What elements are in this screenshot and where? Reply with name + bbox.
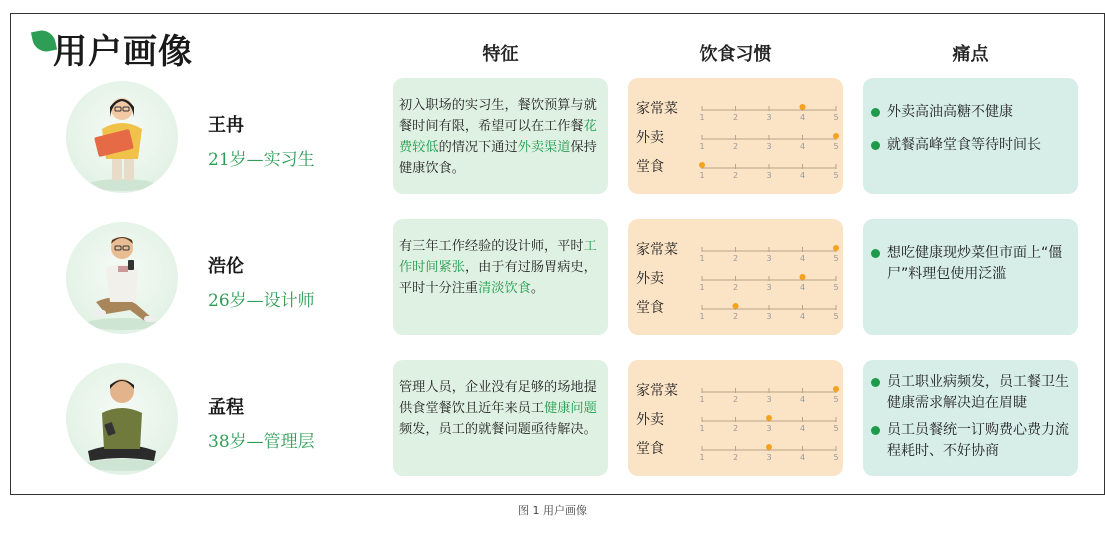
- feature-card: [393, 78, 608, 194]
- scale-tick-label: 2: [732, 453, 739, 462]
- feature-text: 的情况下通过: [438, 140, 518, 155]
- pain-point: [871, 372, 1070, 414]
- bullet-dot-icon: [871, 141, 880, 150]
- scale-tick-label: 5: [833, 453, 839, 462]
- diet-scale-row: [628, 98, 843, 128]
- pain-point-text: 员工员餐统一订购费心费力流程耗时、不好协商: [887, 422, 1069, 459]
- scale-tick-label: 3: [766, 312, 772, 321]
- diet-scale-label: 家常菜: [636, 383, 678, 399]
- diet-scale-row: [628, 127, 843, 157]
- feature-text: ，由于有过肠胃病史，平时十分注重: [399, 260, 597, 296]
- scale-tick-label: 5: [833, 283, 839, 292]
- pain-card: [863, 78, 1078, 194]
- pain-point-text: 外卖高油高糖不健康: [887, 104, 1013, 120]
- pain-card: [863, 360, 1078, 476]
- scale-tick-label: 4: [799, 283, 806, 292]
- rating-scale: [688, 98, 838, 128]
- bullet-dot-icon: [871, 108, 880, 117]
- scale-tick-label: 3: [766, 254, 772, 263]
- rating-marker: [766, 444, 772, 450]
- bullet-dot-icon: [871, 426, 880, 435]
- pain-point-text: 就餐高峰堂食等待时间长: [887, 137, 1041, 153]
- scale-tick-label: 5: [833, 113, 839, 122]
- feature-text: 有三年工作经验的设计师，平时: [399, 239, 584, 254]
- persona-3: [56, 363, 366, 483]
- rating-scale: [688, 127, 838, 157]
- scale-tick-label: 1: [699, 453, 705, 462]
- rating-scale: [688, 239, 838, 269]
- diet-scale-row: [628, 380, 843, 410]
- scale-tick-label: 4: [799, 424, 806, 433]
- diet-scale-label: 家常菜: [636, 101, 678, 117]
- feature-text: 。: [530, 281, 545, 296]
- scale-tick-label: 2: [732, 395, 739, 404]
- rating-scale: [688, 268, 838, 298]
- pain-point: [871, 102, 1070, 123]
- scale-tick-label: 1: [699, 283, 705, 292]
- scale-tick-label: 2: [732, 254, 739, 263]
- diet-scale-label: 外卖: [636, 271, 664, 287]
- scale-tick-label: 4: [799, 142, 806, 151]
- column-header-pain: 痛点: [952, 44, 989, 65]
- bullet-dot-icon: [871, 378, 880, 387]
- feature-highlight: 花费较低: [399, 119, 597, 155]
- scale-tick-label: 5: [833, 395, 839, 404]
- feature-text: 管理人员，企业没有足够的场地提供食堂餐饮且近年来员工: [399, 380, 597, 416]
- feature-text: 频发，员工的就餐问题亟待解决。: [399, 422, 597, 437]
- rating-marker: [833, 133, 839, 139]
- persona-role: 38岁—管理层: [208, 432, 315, 452]
- diet-scale-label: 堂食: [636, 300, 664, 316]
- scale-tick-label: 4: [799, 113, 806, 122]
- rating-scale: [688, 438, 838, 468]
- diet-scale-row: [628, 268, 843, 298]
- diet-scale-row: [628, 156, 843, 186]
- scale-tick-label: 3: [766, 142, 772, 151]
- diet-card: [628, 78, 843, 194]
- persona-role: 21岁—实习生: [208, 150, 315, 170]
- persona-name: 浩伦: [208, 256, 244, 277]
- scale-tick-label: 2: [732, 142, 739, 151]
- man-sitting-phone-icon: [66, 222, 178, 334]
- diet-card: [628, 219, 843, 335]
- diet-scale-row: [628, 438, 843, 468]
- scale-tick-label: 4: [799, 453, 806, 462]
- rating-scale: [688, 409, 838, 439]
- diet-scale-label: 外卖: [636, 130, 664, 146]
- diet-scale-row: [628, 409, 843, 439]
- rating-marker: [733, 303, 739, 309]
- diet-scale-label: 堂食: [636, 159, 664, 175]
- diet-scale-label: 堂食: [636, 441, 664, 457]
- scale-tick-label: 5: [833, 171, 839, 180]
- feature-card: [393, 360, 608, 476]
- pain-point: [871, 420, 1070, 462]
- scale-tick-label: 3: [766, 453, 772, 462]
- scale-tick-label: 5: [833, 254, 839, 263]
- scale-tick-label: 3: [766, 283, 772, 292]
- feature-highlight: 健康问题: [544, 401, 597, 416]
- rating-scale: [688, 156, 838, 186]
- diet-card: [628, 360, 843, 476]
- persona-figure: [10, 13, 1105, 495]
- rating-marker: [800, 104, 806, 110]
- persona-1: [56, 81, 366, 201]
- feature-text: 初入职场的实习生，餐饮预算与就餐时间有限，希望可以在工作餐: [399, 98, 597, 134]
- scale-tick-label: 2: [732, 283, 739, 292]
- scale-tick-label: 1: [699, 254, 705, 263]
- persona-name: 孟程: [208, 397, 244, 418]
- scale-tick-label: 1: [699, 113, 705, 122]
- scale-tick-label: 2: [732, 171, 739, 180]
- pain-card: [863, 219, 1078, 335]
- scale-tick-label: 3: [766, 395, 772, 404]
- scale-tick-label: 1: [699, 312, 705, 321]
- pain-point-text: 想吃健康现炒菜但市面上“僵尸”料理包使用泛滥: [887, 245, 1063, 282]
- rating-marker: [699, 162, 705, 168]
- rating-marker: [833, 245, 839, 251]
- scale-tick-label: 4: [799, 395, 806, 404]
- pain-point-text: 员工职业病频发，员工餐卫生健康需求解决迫在眉睫: [887, 374, 1069, 411]
- scale-tick-label: 5: [833, 142, 839, 151]
- scale-tick-label: 1: [699, 424, 705, 433]
- woman-reading-icon: [66, 81, 178, 193]
- rating-marker: [833, 386, 839, 392]
- scale-tick-label: 3: [766, 424, 772, 433]
- page-title: 用户画像: [53, 32, 193, 72]
- scale-tick-label: 3: [766, 171, 772, 180]
- rating-scale: [688, 380, 838, 410]
- feature-highlight: 外卖渠道: [517, 140, 571, 155]
- feature-card: [393, 219, 608, 335]
- scale-tick-label: 3: [766, 113, 772, 122]
- column-header-features: 特征: [482, 44, 519, 65]
- diet-scale-row: [628, 297, 843, 327]
- persona-role: 26岁—设计师: [208, 291, 315, 311]
- feature-highlight: 工作时间紧张: [399, 239, 597, 275]
- feature-text: 保持健康饮食。: [399, 140, 597, 176]
- rating-marker: [800, 274, 806, 280]
- scale-tick-label: 5: [833, 312, 839, 321]
- figure-caption: 图 1 用户画像: [518, 504, 587, 517]
- scale-tick-label: 4: [799, 312, 806, 321]
- feature-highlight: 清淡饮食: [478, 281, 531, 296]
- diet-scale-row: [628, 239, 843, 269]
- scale-tick-label: 2: [732, 113, 739, 122]
- diet-scale-label: 家常菜: [636, 242, 678, 258]
- scale-tick-label: 1: [699, 142, 705, 151]
- scale-tick-label: 5: [833, 424, 839, 433]
- column-header-diet: 饮食习惯: [699, 44, 772, 65]
- scale-tick-label: 2: [732, 424, 739, 433]
- rating-scale: [688, 297, 838, 327]
- bullet-dot-icon: [871, 249, 880, 258]
- scale-tick-label: 4: [799, 254, 806, 263]
- scale-tick-label: 1: [699, 171, 705, 180]
- scale-tick-label: 4: [799, 171, 806, 180]
- diet-scale-label: 外卖: [636, 412, 664, 428]
- persona-2: [56, 222, 366, 342]
- pain-point: [871, 135, 1070, 156]
- scale-tick-label: 2: [732, 312, 739, 321]
- scale-tick-label: 1: [699, 395, 705, 404]
- pain-point: [871, 243, 1070, 285]
- man-crosslegged-phone-icon: [66, 363, 178, 475]
- persona-name: 王冉: [208, 115, 244, 136]
- rating-marker: [766, 415, 772, 421]
